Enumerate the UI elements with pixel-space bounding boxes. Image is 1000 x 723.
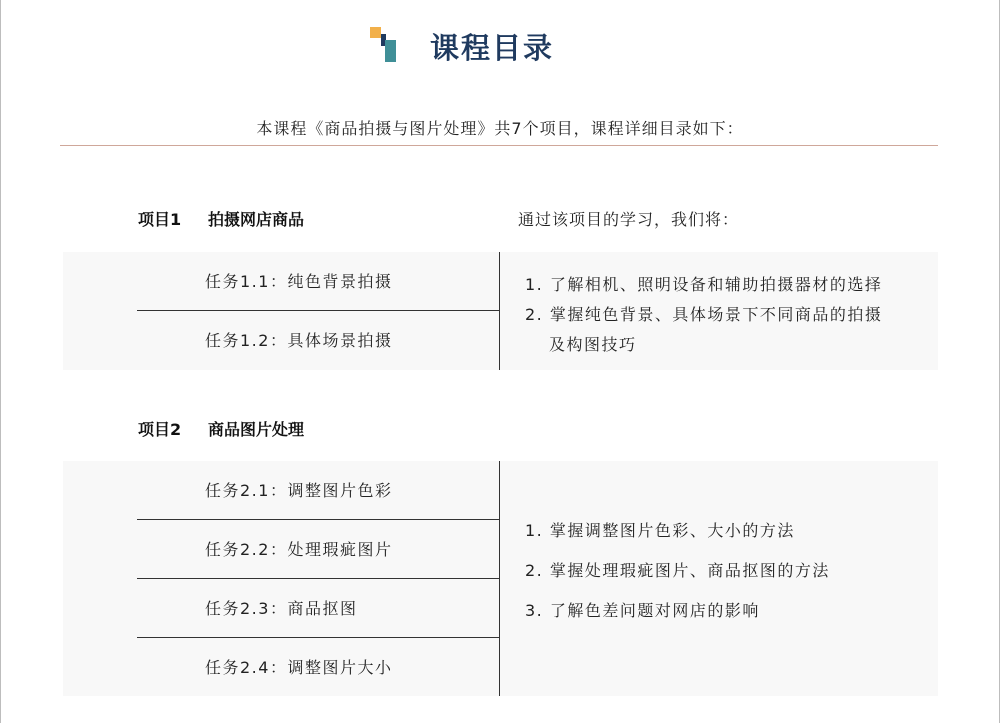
project-2-heading xyxy=(138,417,304,440)
project-2-name: 商品图片处理 xyxy=(208,420,305,439)
task-2-2: 任务2.2：处理瑕疵图片 xyxy=(137,520,499,579)
outcome-item: 2. 掌握纯色背景、具体场景下不同商品的拍摄 及构图技巧 xyxy=(525,305,883,354)
project-1-outcomes xyxy=(525,270,882,360)
course-intro: 本课程《商品拍摄与图片处理》共7个项目，课程详细目录如下： xyxy=(256,119,744,138)
logo-orange-square xyxy=(370,27,381,38)
header-divider xyxy=(60,145,938,146)
project-1-number: 项目1 xyxy=(138,210,182,229)
panel-vertical-divider xyxy=(499,461,500,696)
page-title: 课程目录 xyxy=(430,31,555,65)
task-2-1: 任务2.1：调整图片色彩 xyxy=(137,461,499,520)
stacked-squares-logo-icon xyxy=(370,27,398,63)
project-2-outcomes xyxy=(525,511,830,631)
outcome-item: 3. 了解色差问题对网店的影响 xyxy=(525,601,760,620)
project-1-heading xyxy=(138,207,304,230)
outcome-item: 2. 掌握处理瑕疵图片、商品抠图的方法 xyxy=(525,561,830,580)
task-1-1: 任务1.1：纯色背景拍摄 xyxy=(137,252,499,311)
outcome-item: 1. 了解相机、照明设备和辅助拍摄器材的选择 xyxy=(525,275,883,294)
project-1-name: 拍摄网店商品 xyxy=(208,210,305,229)
page-frame-left xyxy=(0,0,1,723)
project-2-number: 项目2 xyxy=(138,420,182,439)
task-2-3: 任务2.3：商品抠图 xyxy=(137,579,499,638)
outcome-item: 1. 掌握调整图片色彩、大小的方法 xyxy=(525,521,795,540)
task-1-2: 任务1.2：具体场景拍摄 xyxy=(205,331,393,350)
project-2-panel xyxy=(63,461,938,696)
project-1-note: 通过该项目的学习，我们将： xyxy=(518,210,740,229)
task-2-4: 任务2.4：调整图片大小 xyxy=(205,658,393,677)
logo-teal-square xyxy=(385,40,396,62)
project-1-panel xyxy=(63,252,938,370)
panel-vertical-divider xyxy=(499,252,500,370)
